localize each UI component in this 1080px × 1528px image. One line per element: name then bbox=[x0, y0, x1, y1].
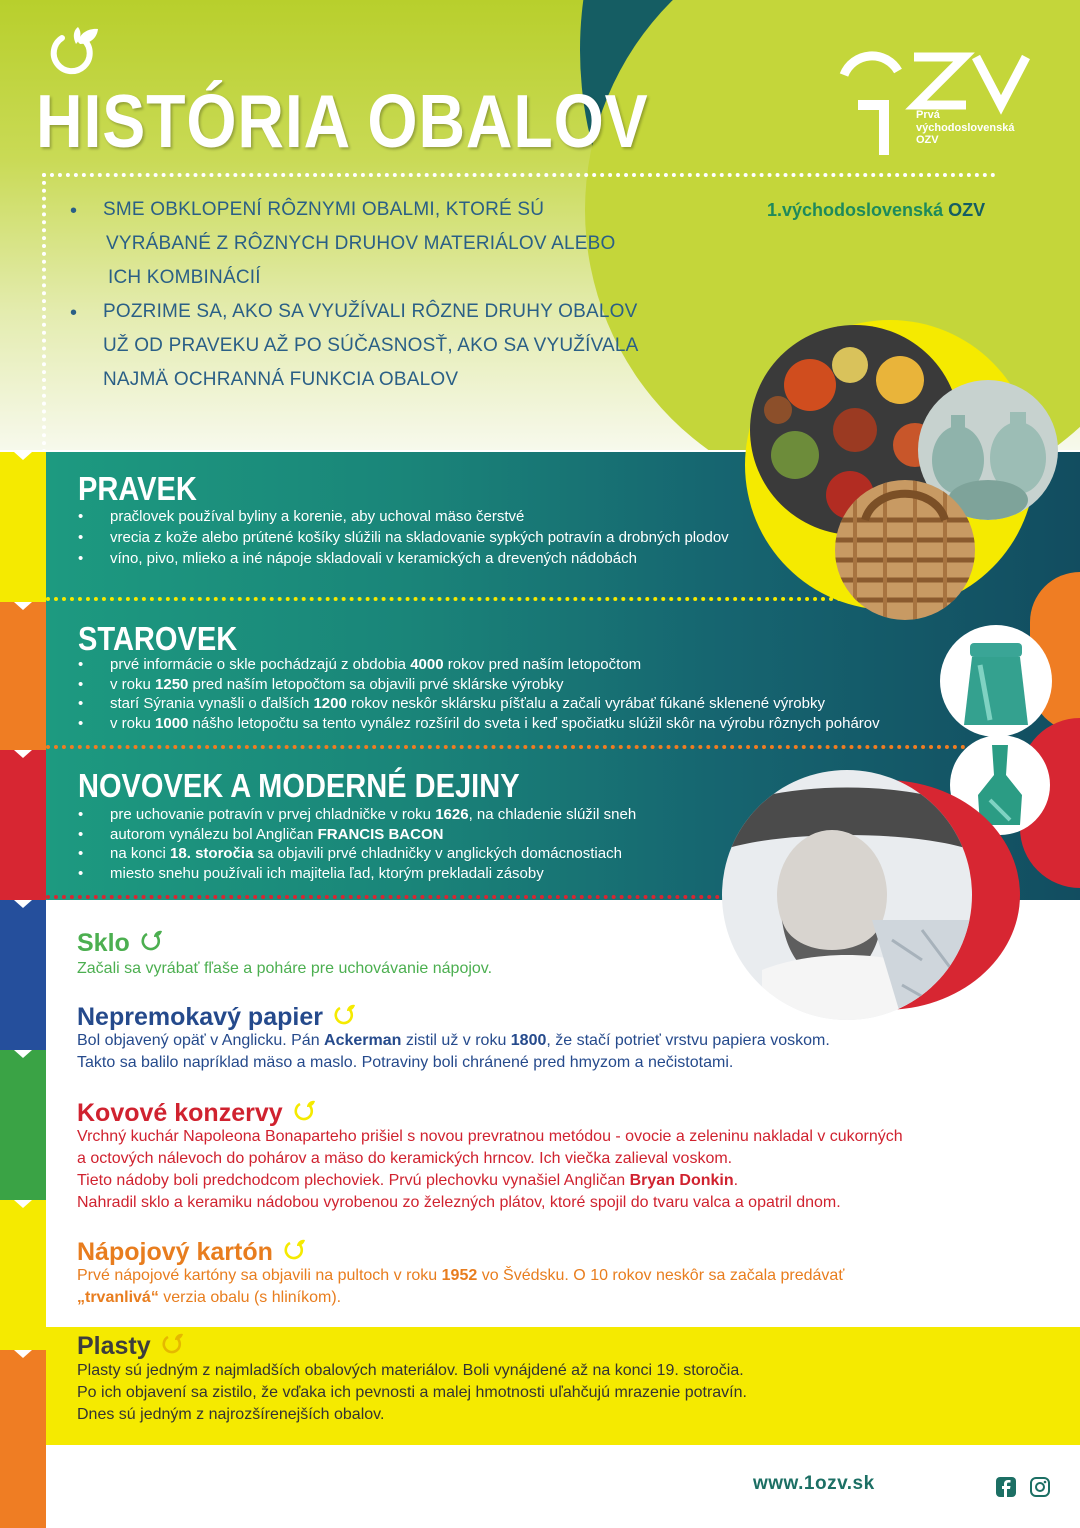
instagram-icon[interactable] bbox=[1030, 1477, 1050, 1497]
section-title-pravek: PRAVEK bbox=[78, 470, 197, 507]
francis-bacon-portrait bbox=[722, 770, 972, 1020]
leaf-icon bbox=[160, 1332, 184, 1356]
ozv-logo-icon bbox=[836, 45, 1056, 165]
material-title-sklo: Sklo bbox=[77, 929, 163, 958]
novovek-list bbox=[78, 805, 636, 883]
list-item: • prvé informácie o skle pochádzajú z obdobia 4000 rokov pred naším letopočtom bbox=[78, 656, 642, 673]
list-item: • miesto snehu používali ich majitelia ľad, ktorým prekladali zásoby bbox=[78, 864, 544, 882]
page-title: HISTÓRIA OBALOV bbox=[36, 79, 649, 163]
list-item: • na konci 18. storočia sa objavili prvé chladničky v anglických domácnostiach bbox=[78, 845, 622, 862]
list-item: • v roku 1250 pred naším letopočtom sa objavili prvé sklárske výrobky bbox=[78, 675, 564, 693]
wicker-basket-image bbox=[835, 480, 975, 620]
intro-bullet-1: SME OBKLOPENÍ RÔZNYMI OBALMI, KTORÉ SÚ VYRÁBANÉ Z RÔZNYCH DRUHOV MATERIÁLOV ALEBO ICH KOMBINÁCIÍ bbox=[103, 199, 616, 288]
leaf-icon bbox=[292, 1099, 316, 1123]
divider-red bbox=[46, 895, 736, 899]
material-text-plasty: Plasty sú jedným z najmladších obalových materiálov. Boli vynájdené až na konci 19. storočia. Po ich objavení sa zistilo, že vďaka ich pevnosti a malej hmotnosti uľahčujú mrazenie potravín. Dnes sú jedným z najrozšírenejších obalov. bbox=[77, 1362, 747, 1423]
material-text-papier: Bol objavený opäť v Anglicku. Pán Ackerman zistil už v roku 1800, že stačí potrieť vrstvu papiera voskom. Takto sa balilo napríklad mäso a maslo. Potraviny boli chránené pred hmyzom a nečistotami. bbox=[77, 1032, 830, 1071]
list-item: • pre uchovanie potravín v prvej chladničke v roku 1626, na chladenie slúžil sneh bbox=[78, 806, 637, 823]
material-title-konzervy: Kovové konzervy bbox=[77, 1099, 316, 1128]
website-link[interactable]: www.1ozv.sk bbox=[753, 1473, 875, 1494]
divider-yellow bbox=[46, 597, 946, 601]
list-item: • v roku 1000 nášho letopočtu sa tento vynález rozšíril do sveta i keď spočiatku slúžil skôr na výrobu rôznych pohárov bbox=[78, 714, 880, 732]
pravek-list bbox=[78, 506, 729, 569]
material-title-plasty: Plasty bbox=[77, 1332, 184, 1361]
material-title-papier: Nepremokavý papier bbox=[77, 1003, 356, 1032]
section-title-novovek: NOVOVEK A MODERNÉ DEJINY bbox=[78, 767, 520, 804]
leaf-logo-icon bbox=[40, 26, 104, 80]
bullet-dot: • bbox=[70, 302, 78, 324]
ozv-logo-text: Prvá východoslovenská OZV bbox=[916, 109, 1015, 146]
list-item: • starí Sýrania vynašli o ďalších 1200 rokov neskôr sklársku píšťalu a začali vyrábať fúkané sklenené výrobky bbox=[78, 695, 825, 712]
material-title-karton: Nápojový kartón bbox=[77, 1238, 306, 1267]
list-item: • pračlovek používal byliny a korenie, aby uchoval mäso čerstvé bbox=[78, 508, 525, 525]
material-text-sklo: Začali sa vyrábať fľaše a poháre pre uchovávanie nápojov. bbox=[77, 960, 493, 977]
divider-orange bbox=[46, 745, 966, 749]
material-text-karton: Prvé nápojové kartóny sa objavili na pultoch v roku 1952 vo Švédsku. O 10 rokov neskôr sa začala predávať „trvanlivá“ verzia obalu (s hliníkom). bbox=[77, 1267, 845, 1306]
organization-name: 1.východoslovenská OZV bbox=[767, 200, 986, 220]
intro-bullet-2: POZRIME SA, AKO SA VYUŽÍVALI RÔZNE DRUHY OBALOV UŽ OD PRAVEKU AŽ PO SÚČASNOSŤ, AKO SA VYUŽÍVALA NAJMÄ OCHRANNÁ FUNKCIA OBALOV bbox=[103, 301, 639, 390]
list-item: • víno, pivo, mlieko a iné nápoje skladovali v keramických a drevených nádobách bbox=[78, 550, 637, 567]
leaf-icon bbox=[139, 929, 163, 953]
glass-vessel-image bbox=[940, 625, 1052, 737]
leaf-icon bbox=[332, 1003, 356, 1027]
tab-notches bbox=[12, 452, 34, 1528]
leaf-icon bbox=[282, 1238, 306, 1262]
starovek-list bbox=[78, 655, 880, 733]
list-item: • vrecia z kože alebo prútené košíky slúžili na skladovanie sypkých potravín a drobných plodov bbox=[78, 529, 729, 546]
list-item: • autorom vynálezu bol Angličan FRANCIS BACON bbox=[78, 825, 444, 843]
section-title-starovek: STAROVEK bbox=[78, 620, 238, 657]
material-text-konzervy: Vrchný kuchár Napoleona Bonaparteho prišiel s novou prevratnou metódou - ovocie a zeleninu nakladal v cukorných a octových nálevoch do pohárov a mäso do keramických hrncov. Ich viečka zalieval voskom. Tieto nádoby boli predchodcom plechoviek. Prvú plechovku vynašiel Angličan Bryan Donkin. Nahradil sklo a keramiku nádobou vyrobenou zo železných plátov, ktoré spojil do tvaru valca a opatril dnom. bbox=[77, 1128, 903, 1211]
bullet-dot: • bbox=[70, 200, 78, 222]
facebook-icon[interactable] bbox=[996, 1477, 1016, 1497]
